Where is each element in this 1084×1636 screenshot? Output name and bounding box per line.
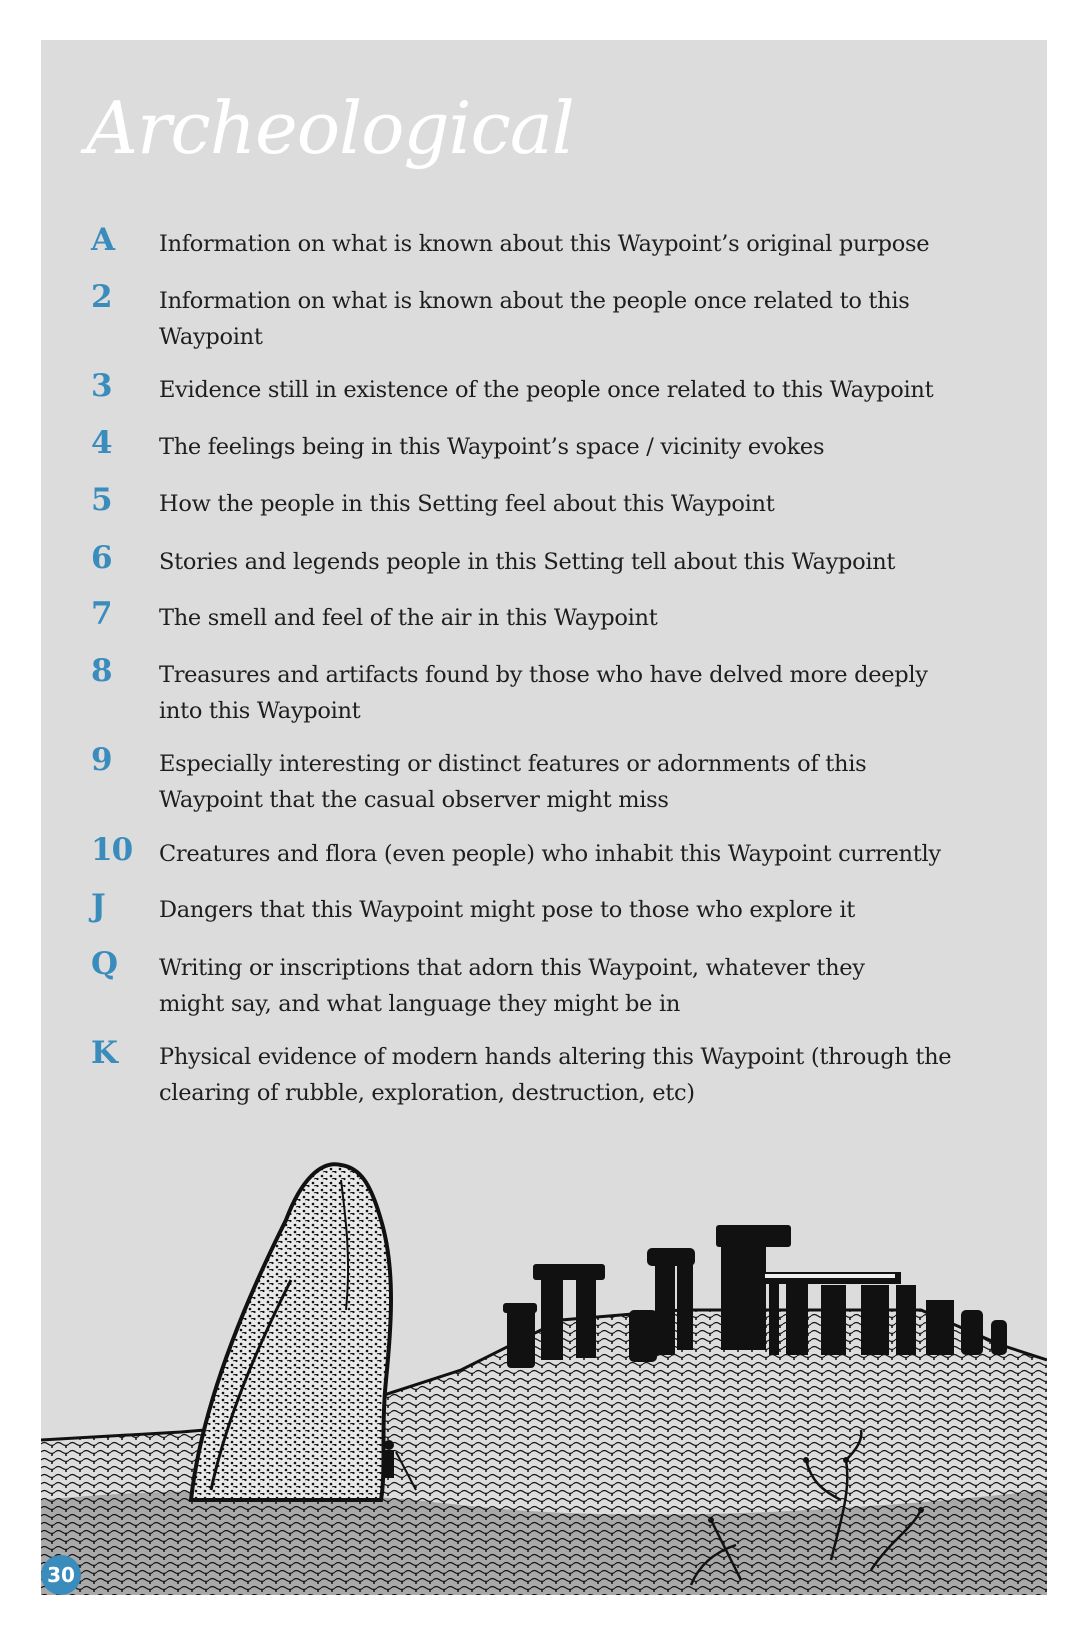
entry-key: Q (91, 946, 118, 982)
page-panel (41, 40, 1047, 1595)
stone-circle (503, 1225, 1007, 1368)
entry-key: 5 (91, 482, 112, 518)
entry-key: 3 (91, 368, 112, 404)
entry-text: Treasures and artifacts found by those who have delved more deeply into this Waypoint (159, 662, 928, 724)
entry-key: 4 (91, 425, 112, 461)
entry-key: 10 (91, 832, 133, 868)
entry-text: Stories and legends people in this Setting tell about this Waypoint (159, 549, 896, 575)
entry-text: How the people in this Setting feel about this Waypoint (159, 491, 775, 517)
entry-key: 8 (91, 653, 112, 689)
page-number-badge: 30 (41, 1555, 81, 1595)
entry-text: Writing or inscriptions that adorn this Waypoint, whatever they might say, and what language they might be in (159, 955, 865, 1017)
entry-key: 2 (91, 279, 112, 315)
entry-text: Evidence still in existence of the people once related to this Waypoint (159, 377, 934, 403)
entry-key: A (91, 222, 115, 258)
entry-text: The feelings being in this Waypoint’s space / vicinity evokes (159, 434, 825, 460)
page-title: Archeological (86, 86, 574, 170)
entry-key: J (91, 888, 105, 924)
entry-key: 6 (91, 540, 112, 576)
entry-text: Creatures and flora (even people) who inhabit this Waypoint currently (159, 841, 941, 867)
entry-text: Dangers that this Waypoint might pose to those who explore it (159, 897, 855, 923)
entry-key: 7 (91, 596, 112, 632)
entry-text: Information on what is known about the people once related to this Waypoint (159, 288, 910, 350)
entry-text: Especially interesting or distinct features or adornments of this Waypoint that the casual observer might miss (159, 751, 867, 813)
entry-text: The smell and feel of the air in this Waypoint (159, 605, 658, 631)
entry-text: Physical evidence of modern hands altering this Waypoint (through the clearing of rubble, exploration, destruction, etc) (159, 1044, 952, 1106)
stone-circle-illustration (41, 1160, 1047, 1595)
entry-text: Information on what is known about this Waypoint’s original purpose (159, 231, 930, 257)
entry-key: 9 (91, 742, 112, 778)
entry-key: K (91, 1035, 117, 1071)
